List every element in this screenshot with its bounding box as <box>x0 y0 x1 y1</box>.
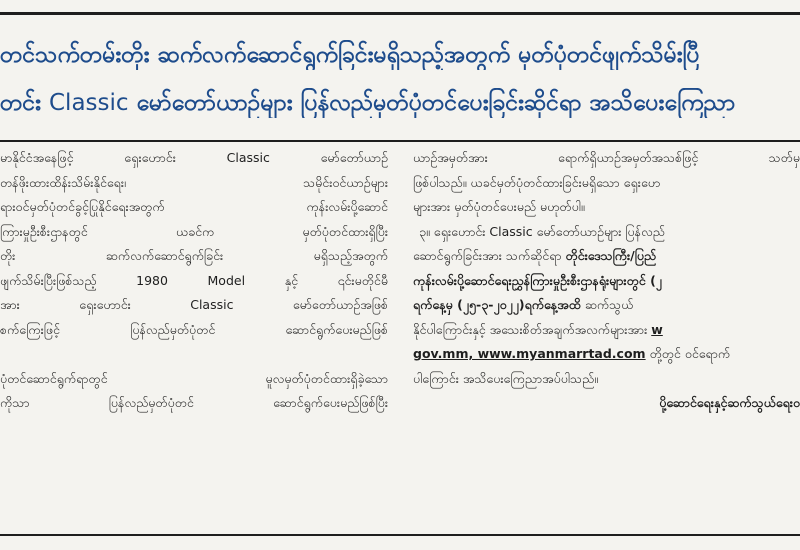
left-line-4: ကြားမှုဦးစီးဌာနတွင် ယခင်က မှတ်ပုံတင်ထားရှိပြီး <box>0 223 388 239</box>
right-p2-line-6-tail: တို့တွင် ဝင်ရောက် <box>645 346 731 361</box>
left-column <box>0 146 388 530</box>
headline-line-1: တင်သက်တမ်းတိုး ဆက်လက်ဆောင်ရွက်ခြင်းမရှိသည့်အတွက် မှတ်ပုံတင်ဖျက်သိမ်းပြီ <box>0 42 700 68</box>
right-p2-line-7: ပါကြောင်း အသိပေးကြေညာအပ်ပါသည်။ <box>413 370 598 386</box>
right-column <box>413 146 800 530</box>
right-p2-line-3: ကုန်းလမ်းပို့ဆောင်ရေးညွှန်ကြားမှုဦးစီးဌာနရုံးများတွင် (၂ <box>413 272 662 288</box>
headline-divider <box>0 140 800 142</box>
right-p2-line-2 <box>413 244 800 269</box>
left-paragraph-gap <box>0 342 388 367</box>
date-range-text: ရက်နေ့မှ (၂၅-၃-၂၀၂၂)ရက်နေ့အထိ <box>413 297 581 312</box>
left-line-7: အား ရှေးဟောင်း Classic မော်တော်ယာဉ်အဖြစ် <box>0 297 388 312</box>
left-line-3: ရားဝင်မှတ်ပုံတင်ခွင့်ပြုနိုင်ရေးအတွက် ကုန်းလမ်းပို့ဆောင် <box>0 199 388 214</box>
right-p2-line-5-text: နိုင်ပါကြောင်းနှင့် အသေးစိတ်အချက်အလက်များအား <box>413 321 652 337</box>
top-rule <box>0 12 800 15</box>
right-p1-line-3: များအား မှတ်ပုံတင်ပေးမည် မဟုတ်ပါ။ <box>413 199 585 214</box>
headline-classic-word: Classic <box>49 90 129 116</box>
headline-line-2-end: မော်တော်ယာဉ်များ ပြန်လည်မှတ်ပုံတင်ပေးခြင်းဆိုင်ရာ အသိပေးကြေညာ <box>128 90 736 116</box>
left-line-1: မာနိုင်ငံအနေဖြင့် ရှေးဟောင်း Classic မော်တော်ယာဉ် <box>0 150 388 165</box>
region-office-text: တိုင်းဒေသကြီး/ပြည် <box>565 248 657 263</box>
right-p2-line-5 <box>413 318 800 343</box>
left-line-2: တန်ဖိုးထားထိန်းသိမ်းနိုင်ရေး၊ သမိုင်းဝင်ယာဉ်များ <box>0 174 388 190</box>
right-p2-line-1: ၃။ ရှေးဟောင်း Classic မော်တော်ယာဉ်များ ပြန်လည် <box>419 223 665 239</box>
left-line-5: တိုး ဆက်လက်ဆောင်ရွက်ခြင်း မရှိသည့်အတွက် <box>0 248 388 263</box>
left-line-9: ပုံတင်ဆောင်ရွက်ရာတွင် မူလမှတ်ပုံတင်ထားရှိခဲ့သော <box>0 370 388 386</box>
signature: ပို့ဆောင်ရေးနှင့်ဆက်သွယ်ရေးဝ <box>659 395 800 410</box>
website-links[interactable]: gov.mm, www.myanmarrtad.com <box>413 346 646 361</box>
headline-line-2 <box>0 88 800 118</box>
right-p2-line-2-text: ဆောင်ရွက်ခြင်းအား သက်ဆိုင်ရာ <box>413 248 566 263</box>
right-p2-line-4-tail: ဆက်သွယ် <box>580 297 634 312</box>
right-p1-line-2: ဖြစ်ပါသည်။ ယခင်မှတ်ပုံတင်ထားခြင်းမရှိသော ရှေးဟေ <box>413 174 660 190</box>
right-p1-line-1: ယာဉ်အမှတ်အား ရောက်ရှိယာဉ်အမှတ်အသစ်ဖြင့် သတ်မှ <box>413 150 800 165</box>
right-p2-line-6 <box>413 342 800 367</box>
right-p2-line-4 <box>413 293 800 318</box>
left-line-10: ကိုသာ ပြန်လည်မှတ်ပုံတင် ဆောင်ရွက်ပေးမည်ဖြစ်ပြီး <box>0 395 388 410</box>
left-line-6: ဖျက်သိမ်းပြီးဖြစ်သည့် 1980 Model နှင့် ၎င်းမတိုင်မီ <box>0 272 388 288</box>
bottom-divider <box>0 534 800 536</box>
headline-line-2-start: တင်း <box>0 90 49 116</box>
left-line-8: စက်ကြေးဖြင့် ပြန်လည်မှတ်ပုံတင် ဆောင်ရွက်ပေးမည်ဖြစ် <box>0 321 388 337</box>
website-link-start[interactable]: w <box>651 321 663 337</box>
